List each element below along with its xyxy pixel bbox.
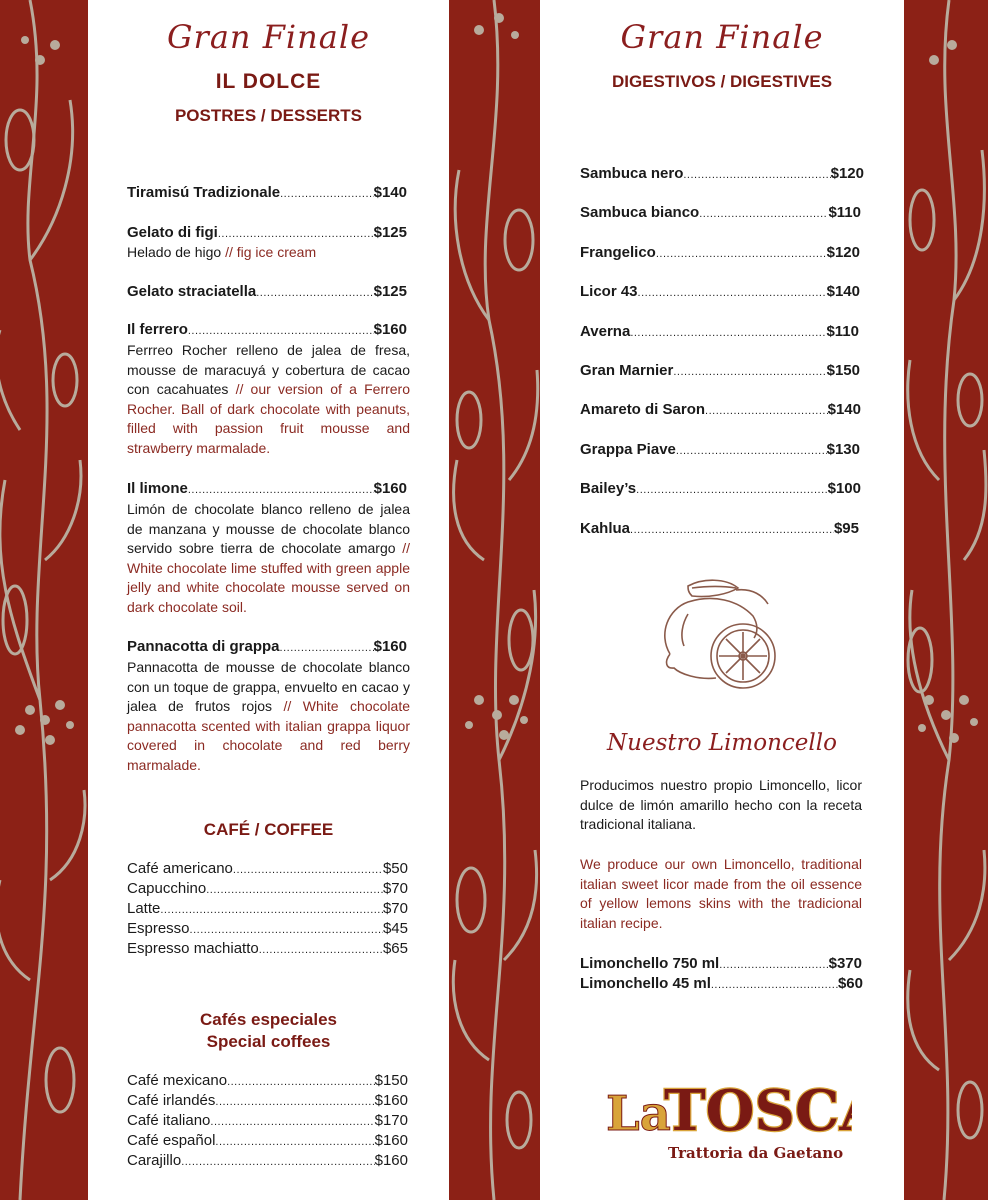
item-description xyxy=(127,243,410,263)
digestive-item xyxy=(580,362,860,379)
special-coffee-item xyxy=(127,1132,408,1149)
item-price: $60 xyxy=(837,975,863,992)
la-tosca-logo xyxy=(602,1068,852,1168)
item-price: $70 xyxy=(382,880,408,897)
section-heading: DIGESTIVOS / DIGESTIVES xyxy=(611,72,833,91)
logo-la: La xyxy=(606,1086,671,1142)
item-name: Espresso machiatto xyxy=(127,940,259,957)
botanical-strip-middle xyxy=(449,0,540,1200)
item-name: Limonchello 45 ml xyxy=(580,975,711,992)
item-name: Gelato straciatella xyxy=(127,283,257,300)
botanical-line-art xyxy=(0,0,88,1200)
item-price: $370 xyxy=(828,955,862,972)
item-name: Tiramisú Tradizionale xyxy=(127,184,281,201)
limoncello-item xyxy=(580,955,862,972)
logo-tosca: TOSC xyxy=(664,1078,840,1144)
item-price: $160 xyxy=(374,1152,408,1169)
item-name: Il limone xyxy=(127,480,188,497)
item-price: $150 xyxy=(374,1072,408,1089)
special-coffee-item xyxy=(127,1112,408,1129)
limoncello-title: Nuestro Limoncello xyxy=(607,730,837,756)
item-name: Averna xyxy=(580,323,631,340)
item-description xyxy=(127,500,410,617)
item-description xyxy=(127,341,410,458)
item-name: Grappa Piave xyxy=(580,441,676,458)
coffee-item xyxy=(127,900,408,917)
item-name: Café mexicano xyxy=(127,1072,228,1089)
item-name: Pannacotta di grappa xyxy=(127,638,280,655)
special-coffee-item xyxy=(127,1072,408,1089)
logo-subtitle: Trattoria da Gaetano xyxy=(668,1144,844,1162)
item-price: $100 xyxy=(827,480,861,497)
limoncello-item xyxy=(580,975,863,992)
item-price: $50 xyxy=(382,860,408,877)
description-es: Ferrreo Rocher relleno de jalea de fresa, mousse de maracuyá y cobertura de cacao con cacahuates xyxy=(127,342,410,397)
limoncello-description-es: Producimos nuestro propio Limoncello, licor dulce de limón amarillo hecho con la receta tradicional italiana. xyxy=(580,777,862,832)
item-name: Limonchello 750 ml xyxy=(580,955,720,972)
coffee-item xyxy=(127,860,408,877)
item-name: Café español xyxy=(127,1132,216,1149)
item-name: Latte xyxy=(127,900,161,917)
menu-item xyxy=(127,184,407,201)
botanical-line-art xyxy=(904,0,988,1200)
item-price: $170 xyxy=(374,1112,408,1129)
digestive-item xyxy=(580,283,860,300)
item-name: Frangelico xyxy=(580,244,656,261)
description-en: // White chocolate lime stuffed with green apple jelly and white chocolate mousse served on dark chocolate soil. xyxy=(127,540,411,615)
botanical-strip-right xyxy=(904,0,988,1200)
description-es: Helado de higo xyxy=(127,244,222,260)
item-name: Sambuca nero xyxy=(580,165,684,182)
item-price: $130 xyxy=(826,441,860,458)
item-name: Amareto di Saron xyxy=(580,401,706,418)
item-name: Bailey’s xyxy=(580,480,637,497)
item-price: $110 xyxy=(828,204,861,221)
special-coffee-heading-es: Cafés especiales xyxy=(199,1010,338,1029)
item-price: $125 xyxy=(373,283,407,300)
digestive-item xyxy=(580,323,859,340)
item-name: Café irlandés xyxy=(127,1092,216,1109)
item-name: Kahlua xyxy=(580,520,631,537)
special-coffee-item xyxy=(127,1092,408,1109)
digestive-item xyxy=(580,401,861,418)
item-price: $125 xyxy=(373,224,407,241)
item-price: $120 xyxy=(830,165,864,182)
item-name: Carajillo xyxy=(127,1152,182,1169)
section-heading: IL DOLCE xyxy=(215,70,322,93)
item-price: $160 xyxy=(374,1132,408,1149)
coffee-item xyxy=(127,940,408,957)
menu-item xyxy=(127,283,407,300)
item-price: $140 xyxy=(827,401,861,418)
item-price: $150 xyxy=(826,362,860,379)
digestive-item xyxy=(580,441,860,458)
item-price: $160 xyxy=(373,638,407,655)
special-coffee-heading-en: Special coffees xyxy=(206,1032,331,1051)
item-price: $160 xyxy=(373,321,407,338)
botanical-strip-left xyxy=(0,0,88,1200)
script-title: Gran Finale xyxy=(620,18,824,56)
item-name: Café italiano xyxy=(127,1112,211,1129)
item-price: $160 xyxy=(373,480,407,497)
item-name: Gelato di figi xyxy=(127,224,218,241)
description-en: // White chocolate pannacotta scented with italian grappa liquor covered in chocolate and red berry marmalade. xyxy=(127,698,410,773)
coffee-item xyxy=(127,880,408,897)
logo-graphic xyxy=(602,1068,852,1168)
limoncello-description-en: We produce our own Limoncello, traditional italian sweet licor made from the oil essence of yellow lemons skins with the tradicional italian recipe. xyxy=(580,856,862,931)
digestive-item xyxy=(580,204,861,221)
item-name: Gran Marnier xyxy=(580,362,674,379)
item-price: $140 xyxy=(373,184,407,201)
botanical-line-art xyxy=(449,0,540,1200)
menu-item xyxy=(127,224,407,241)
item-price: $95 xyxy=(833,520,859,537)
coffee-heading: CAFÉ / COFFEE xyxy=(203,820,334,839)
lemon-illustration xyxy=(658,574,783,694)
item-price: $120 xyxy=(826,244,860,261)
item-price: $45 xyxy=(382,920,408,937)
item-price: $140 xyxy=(826,283,860,300)
item-price: $65 xyxy=(382,940,408,957)
item-name: Il ferrero xyxy=(127,321,188,338)
digestives-panel xyxy=(540,0,904,1200)
item-name: Espresso xyxy=(127,920,190,937)
section-subheading: POSTRES / DESSERTS xyxy=(174,106,363,125)
description-es: Limón de chocolate blanco relleno de jalea de manzana y mousse de chocolate blanco servido sobre tierra de chocolate amargo xyxy=(127,501,410,556)
item-price: $110 xyxy=(826,323,859,340)
item-price: $70 xyxy=(382,900,408,917)
item-description xyxy=(127,658,410,775)
special-coffee-item xyxy=(127,1152,408,1169)
script-title: Gran Finale xyxy=(166,18,370,56)
item-name: Capucchino xyxy=(127,880,207,897)
item-name: Café americano xyxy=(127,860,233,877)
digestive-item xyxy=(580,480,861,497)
menu-item xyxy=(127,638,407,655)
item-price: $160 xyxy=(374,1092,408,1109)
description-en: // our version of a Ferrero Rocher. Ball of dark chocolate with peanuts, filled with passion fruit mousse and strawberry marmalade. xyxy=(127,381,410,456)
digestive-item xyxy=(580,520,859,537)
menu-item xyxy=(127,480,407,497)
digestive-item xyxy=(580,244,860,261)
menu-item xyxy=(127,321,407,338)
coffee-item xyxy=(127,920,408,937)
item-name: Licor 43 xyxy=(580,283,638,300)
description-es: Pannacotta de mousse de chocolate blanco con un toque de grappa, envuelto en cacao y jalea de frutos rojos xyxy=(127,659,410,714)
description-en: // fig ice cream xyxy=(225,244,317,260)
item-name: Sambuca bianco xyxy=(580,204,700,221)
desserts-panel xyxy=(88,0,449,1200)
digestive-item xyxy=(580,165,864,182)
